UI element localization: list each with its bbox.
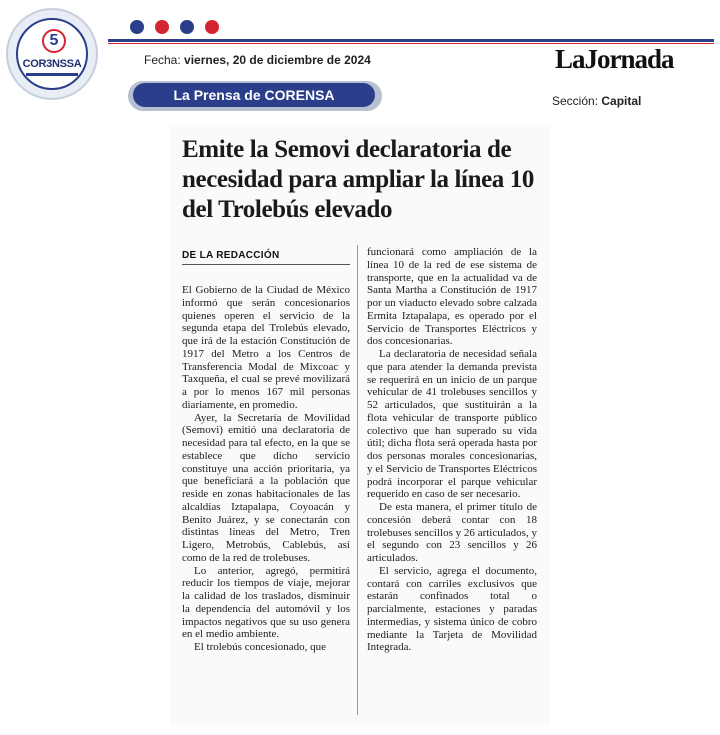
newspaper-brand: LaJornada (555, 44, 674, 74)
header-divider-blue (108, 39, 714, 42)
paragraph: El Gobierno de la Ciudad de México informó que serán concesionarios quienes operen el servicio de la segunda etapa del Trolebús elevado, que irá de la estación Constitución de 1917 del Metro a los Centros de Transferencia Modal de Mixcoac y Taxqueña, el cual se prevé movilizará a por lo menos 167 mil personas diariamente, en promedio. (182, 284, 350, 411)
paragraph: Ayer, la Secretaría de Movilidad (Semovi) emitió una declaratoria de necesidad para tal efecto, en la que se establece que dicho servicio constituye una acción prioritaria, ya que beneficiará a la población que reside en zonas habitacionales de las alcaldías Iztapalapa, Coyoacán y Benito Juárez, y se conectarán con distintas líneas del Metro, Tren Ligero, Metrobús, Cablebús, así como de la red de trolebuses. (182, 411, 350, 564)
paragraph: De esta manera, el primer título de concesión deberá contar con 18 trolebuses sencillos y 26 articulados, y el segundo con 23 sencillos y 26 articulados. (367, 501, 537, 564)
dot-icon (155, 20, 169, 34)
dot-icon (180, 20, 194, 34)
section-value: Capital (601, 94, 642, 108)
paragraph: El servicio, agrega el documento, contará con carriles exclusivos que estarán confinados total o parcialmente, estaciones y paradas intermedias, y sistema único de cobro mediante la Tarjeta de Movilidad Integrada. (367, 564, 537, 654)
corensa-logo-icon (6, 8, 98, 100)
logo-underline (26, 73, 78, 76)
dot-icon (130, 20, 144, 34)
paragraph: La declaratoria de necesidad señala que para atender la demanda prevista se requerirá en un inicio de un parque vehicular de 41 trolebuses sencillos y 52 articulados, que sustituirán a la flota vehicular de transporte público colectivo que han superado su vida útil; dicha flota será operada hasta por dos personas morales concesionarias, y el Servicio de Transportes Eléctricos podrá incorporar el parque vehicular requerido en caso de ser necesario. (367, 348, 537, 501)
logo-name: COR3NSSA (22, 58, 82, 70)
article-column-2 (367, 246, 537, 654)
article-column-1 (182, 284, 350, 654)
logo-number: 5 (42, 29, 66, 53)
section-label: Sección: (552, 94, 602, 108)
section-line (552, 94, 641, 108)
date-value: viernes, 20 de diciembre de 2024 (184, 53, 371, 67)
dot-icon (205, 20, 219, 34)
section-pill: La Prensa de CORENSA (133, 83, 375, 107)
paragraph: El trolebús concesionado, que (194, 641, 326, 653)
paragraph: funcionará como ampliación de la línea 10 de la red de ese sistema de transporte, que en la actualidad va de Santa Martha a Constitución de 1917 por un viaducto elevado sobre calzada Ermita Iztapalapa, es operado por el Servicio de Transportes Eléctricos y dos concesionarias. (367, 246, 537, 348)
column-divider (357, 245, 358, 715)
article-headline: Emite la Semovi declaratoria de necesidad para ampliar la línea 10 del Trolebús elevado (182, 136, 534, 223)
date-label: Fecha: (144, 53, 185, 67)
paragraph: Lo anterior, agregó, permitirá reducir los tiempos de viaje, mejorar la calidad de los traslados, disminuir la dependencia del automóvil y los impactos negativos que su uso genera en el medio ambiente. (182, 564, 350, 641)
article-byline: DE LA REDACCIÓN (182, 250, 350, 265)
date-line (144, 53, 371, 67)
page-header (0, 0, 720, 120)
logo-ring (16, 18, 88, 90)
